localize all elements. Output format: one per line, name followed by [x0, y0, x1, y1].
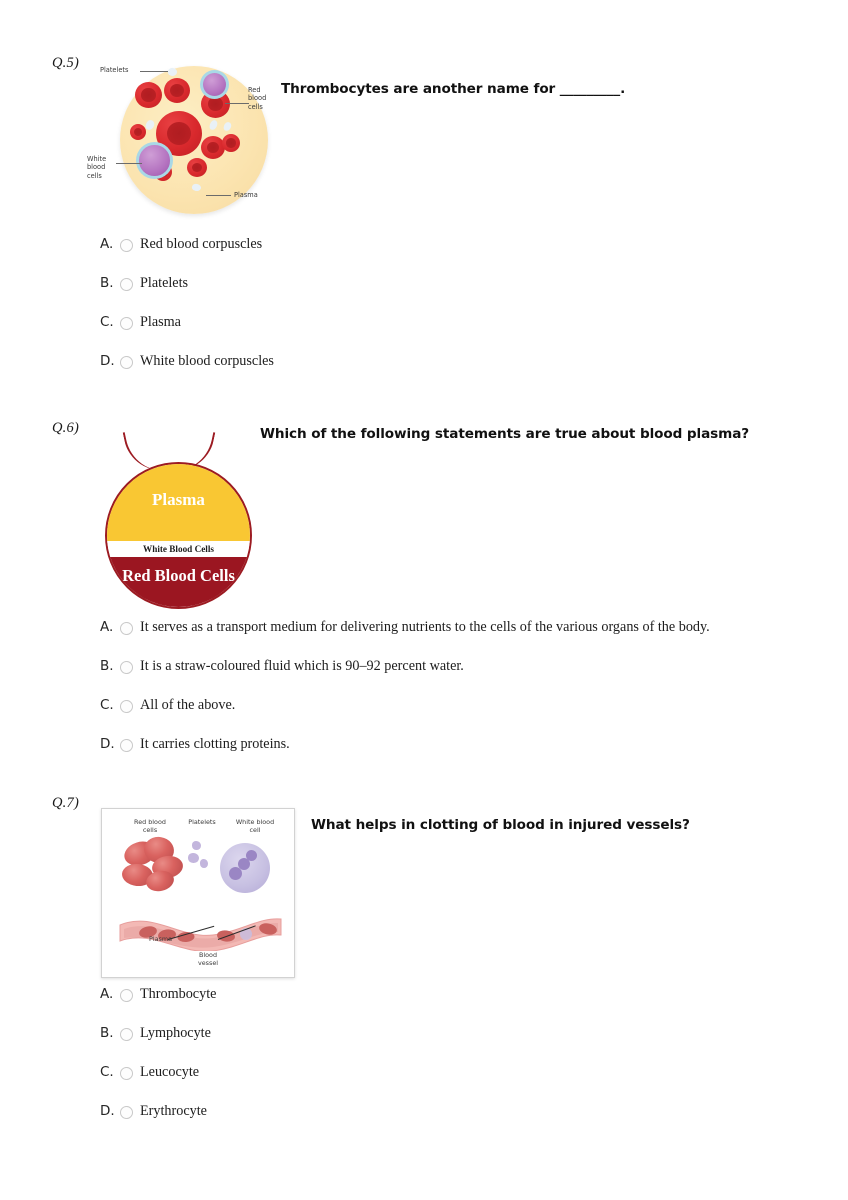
label-white-blood-cell-line1: White blood: [235, 818, 275, 826]
red-blood-cell: [222, 134, 240, 152]
platelet: [192, 841, 201, 850]
label-white-blood-cells-line2: blood: [87, 163, 106, 172]
white-blood-cell: [200, 70, 229, 99]
label-white-blood-cells-line1: White: [87, 155, 107, 163]
option-row-b[interactable]: [100, 1024, 216, 1063]
red-blood-cell: [164, 78, 190, 103]
option-letter-a: A.: [100, 619, 114, 635]
white-blood-cell: [136, 142, 173, 179]
option-row-b[interactable]: [100, 274, 274, 313]
option-letter-d: D.: [100, 736, 115, 752]
label-blood-vessel-line2: vessel: [197, 959, 219, 967]
leader-line: [225, 103, 249, 104]
layer-red-blood-cells: [107, 557, 250, 607]
option-text-d: It carries clotting proteins.: [140, 736, 290, 752]
option-text-b: It is a straw-coloured fluid which is 90–92 percent water.: [140, 658, 464, 674]
option-text-a: Thrombocyte: [140, 986, 217, 1002]
question-text-5: Thrombocytes are another name for _________.: [281, 81, 626, 97]
options-list-5: [100, 235, 274, 391]
platelet: [188, 853, 199, 863]
option-row-c[interactable]: [100, 313, 274, 352]
option-row-d[interactable]: [100, 1102, 216, 1141]
label-red-blood-cells-line1: Red blood: [134, 818, 166, 826]
red-blood-cell: [130, 124, 146, 140]
radio-button-d[interactable]: [120, 739, 133, 752]
option-row-a[interactable]: [100, 618, 710, 657]
option-letter-b: B.: [100, 658, 114, 674]
label-white-blood-cells-line3: cells: [87, 171, 102, 180]
figure-blood-smear-circle: [88, 58, 288, 223]
layer-plasma: [107, 464, 250, 541]
question-text-7: What helps in clotting of blood in injured vessels?: [311, 817, 690, 833]
platelet: [200, 859, 208, 868]
option-letter-c: C.: [100, 314, 114, 330]
option-text-d: White blood corpuscles: [140, 353, 274, 369]
option-row-c[interactable]: [100, 1063, 216, 1102]
option-text-c: Plasma: [140, 314, 181, 330]
option-text-a: It serves as a transport medium for delivering nutrients to the cells of the various organs of the body.: [140, 619, 710, 635]
figure-blood-components-frame: [101, 808, 295, 978]
option-text-c: Leucocyte: [140, 1064, 200, 1080]
label-red-blood-cells-line1: Red: [248, 86, 261, 94]
option-text-a: Red blood corpuscles: [140, 236, 263, 252]
leader-line: [116, 163, 142, 164]
label-platelets: Platelets: [188, 818, 216, 826]
nucleus-lobe: [246, 850, 257, 861]
option-row-c[interactable]: [100, 696, 710, 735]
drop-body: [105, 462, 252, 609]
option-row-a[interactable]: [100, 235, 274, 274]
radio-button-b[interactable]: [120, 278, 133, 291]
red-blood-cell: [135, 82, 162, 108]
radio-button-b[interactable]: [120, 1028, 133, 1041]
leader-line: [140, 71, 168, 72]
radio-button-a[interactable]: [120, 239, 133, 252]
option-row-b[interactable]: [100, 657, 710, 696]
label-white-blood-cells: White Blood Cells: [143, 544, 214, 555]
radio-button-b[interactable]: [120, 661, 133, 674]
red-blood-cell: [187, 158, 207, 177]
radio-button-d[interactable]: [120, 1106, 133, 1119]
radio-button-c[interactable]: [120, 317, 133, 330]
label-plasma: Plasma: [234, 191, 258, 199]
radio-button-a[interactable]: [120, 989, 133, 1002]
options-list-7: [100, 985, 216, 1141]
options-list-6: [100, 618, 710, 774]
option-row-d[interactable]: [100, 735, 710, 774]
question-number-6: Q.6): [52, 420, 79, 436]
radio-button-c[interactable]: [120, 700, 133, 713]
layer-white-blood-cells: [107, 541, 250, 557]
option-letter-a: A.: [100, 986, 114, 1002]
label-plasma: Plasma: [148, 935, 172, 943]
figure-blood-drop: [100, 428, 260, 610]
option-letter-c: C.: [100, 1064, 114, 1080]
leader-line: [206, 195, 231, 196]
option-letter-a: A.: [100, 236, 114, 252]
option-row-a[interactable]: [100, 985, 216, 1024]
white-blood-cell: [220, 843, 270, 893]
label-platelets: Platelets: [100, 66, 129, 74]
label-white-blood-cell-line2: cell: [249, 826, 261, 834]
label-red-blood-cells-line2: cells: [142, 826, 158, 834]
question-number-5: Q.5): [52, 55, 79, 71]
option-letter-c: C.: [100, 697, 114, 713]
option-letter-b: B.: [100, 1025, 114, 1041]
label-red-blood-cells: Red Blood Cells: [122, 565, 235, 585]
radio-button-d[interactable]: [120, 356, 133, 369]
question-number-7: Q.7): [52, 795, 79, 811]
option-text-b: Lymphocyte: [140, 1025, 211, 1041]
radio-button-c[interactable]: [120, 1067, 133, 1080]
option-letter-b: B.: [100, 275, 114, 291]
label-blood-vessel-line1: Blood: [198, 951, 218, 959]
option-text-b: Platelets: [140, 275, 189, 291]
label-red-blood-cells-line2: blood: [248, 94, 267, 103]
label-red-blood-cells-line3: cells: [248, 102, 263, 111]
question-text-6: Which of the following statements are true about blood plasma?: [260, 426, 750, 442]
option-text-c: All of the above.: [140, 697, 236, 713]
option-text-d: Erythrocyte: [140, 1103, 207, 1119]
label-plasma: Plasma: [152, 489, 205, 509]
radio-button-a[interactable]: [120, 622, 133, 635]
option-row-d[interactable]: [100, 352, 274, 391]
option-letter-d: D.: [100, 1103, 115, 1119]
option-letter-d: D.: [100, 353, 115, 369]
